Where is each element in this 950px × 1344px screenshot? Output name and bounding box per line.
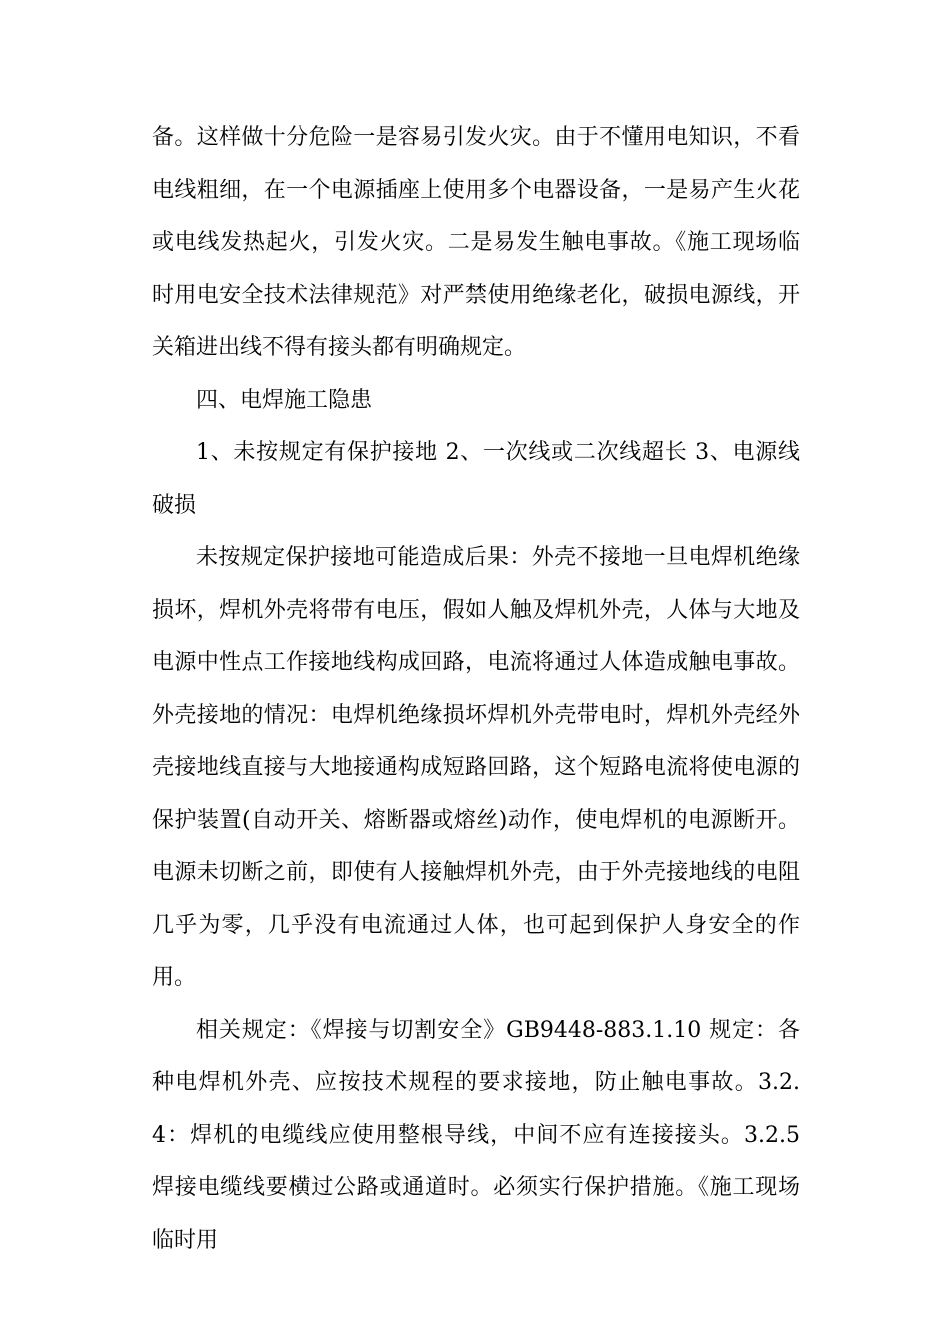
paragraph-related-regulations: 相关规定：《焊接与切割安全》GB9448-883.1.10 规定：各种电焊机外壳、应按技术规程的要求接地，防止触电事故。3.2.4：焊机的电缆线应使用整根导线，中间不应有连接接头。3.2.5 焊接电缆线要横过公路或通道时。必须实行保护措施。《施工现场临时用 <box>152 1017 800 1253</box>
document-body <box>152 112 800 1267</box>
paragraph-hazard-list: 1、未按规定有保护接地 2、一次线或二次线超长 3、电源线破损 <box>152 440 800 518</box>
section-heading-welding-hazards: 四、电焊施工隐患 <box>196 387 373 413</box>
paragraph-grounding-consequences: 未按规定保护接地可能造成后果：外壳不接地一旦电焊机绝缘损坏，焊机外壳将带有电压，假如人触及焊机外壳，人体与大地及电源中性点工作接地线构成回路，电流将通过人体造成触电事故。外壳接地的情况：电焊机绝缘损坏焊机外壳带电时，焊机外壳经外壳接地线直接与大地接通构成短路回路，这个短路电流将使电源的保护装置(自动开关、熔断器或熔丝)动作，使电焊机的电源断开。电源未切断之前，即使有人接触焊机外壳，由于外壳接地线的电阻几乎为零，几乎没有电流通过人体，也可起到保护人身安全的作用。 <box>152 545 800 990</box>
paragraph-continuation: 备。这样做十分危险一是容易引发火灾。由于不懂用电知识，不看电线粗细，在一个电源插座上使用多个电器设备，一是易产生火花或电线发热起火，引发火灾。二是易发生触电事故。《施工现场临时用电安全技术法律规范》对严禁使用绝缘老化，破损电源线，开关箱进出线不得有接头都有明确规定。 <box>152 125 800 360</box>
